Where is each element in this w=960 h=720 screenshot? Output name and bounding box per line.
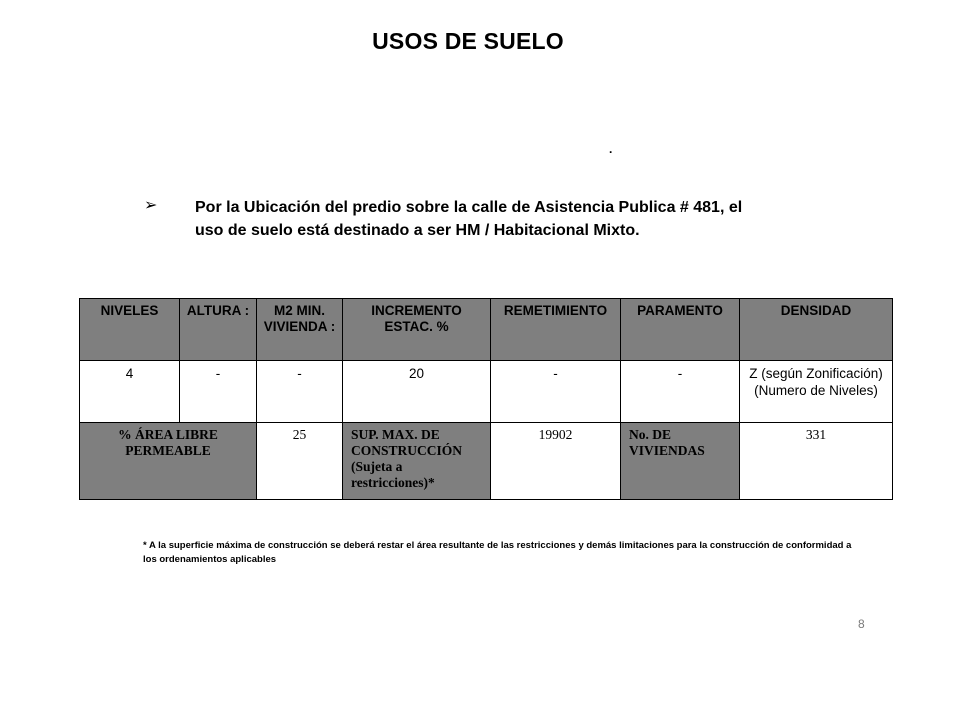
label-sup-max-note: (Sujeta a restricciones)* xyxy=(351,459,435,490)
value-densidad: Z (según Zonificación)(Numero de Niveles) xyxy=(740,361,893,423)
bullet-text-line-2: uso de suelo está destinado a ser HM / Habitacional Mixto. xyxy=(195,222,640,239)
value-m2-min-vivienda: - xyxy=(257,361,343,423)
label-sup-max-title: SUP. MAX. DE CONSTRUCCIÓN xyxy=(351,427,463,458)
value-paramento: - xyxy=(621,361,740,423)
header-paramento: PARAMENTO xyxy=(621,299,740,361)
footnote: * A la superficie máxima de construcción se deberá restar el área resultante de las restricciones y demás limitaciones para la construcción de conformidad a los ordenamientos aplicables xyxy=(143,540,852,565)
value-niveles: 4 xyxy=(80,361,180,423)
value-incremento-estac: 20 xyxy=(343,361,491,423)
bullet-text-line-1: Por la Ubicación del predio sobre la calle de Asistencia Publica # 481, el xyxy=(195,199,743,216)
table-header-row xyxy=(80,299,893,361)
header-m2-min-vivienda: M2 MIN. VIVIENDA : xyxy=(257,299,343,361)
value-viviendas: 331 xyxy=(740,423,893,500)
table-row xyxy=(80,361,893,423)
value-area-libre: 25 xyxy=(257,423,343,500)
page-number: 8 xyxy=(858,617,865,631)
value-remetimiento: - xyxy=(491,361,621,423)
value-altura: - xyxy=(180,361,257,423)
stray-dot: . xyxy=(609,142,613,156)
label-sup-max xyxy=(343,423,491,500)
header-densidad: DENSIDAD xyxy=(740,299,893,361)
label-viviendas: No. DE VIVIENDAS xyxy=(621,423,740,500)
header-remetimiento: REMETIMIENTO xyxy=(491,299,621,361)
bullet-text xyxy=(195,196,795,242)
slide-title: USOS DE SUELO xyxy=(372,28,564,54)
land-use-table xyxy=(79,298,893,500)
header-altura: ALTURA : xyxy=(180,299,257,361)
table-summary-row xyxy=(80,423,893,500)
label-area-libre: % ÁREA LIBRE PERMEABLE xyxy=(80,423,257,500)
header-niveles: NIVELES xyxy=(80,299,180,361)
value-sup-max: 19902 xyxy=(491,423,621,500)
bullet-arrow-icon: ➢ xyxy=(144,197,158,214)
header-incremento-estac: INCREMENTO ESTAC. % xyxy=(343,299,491,361)
